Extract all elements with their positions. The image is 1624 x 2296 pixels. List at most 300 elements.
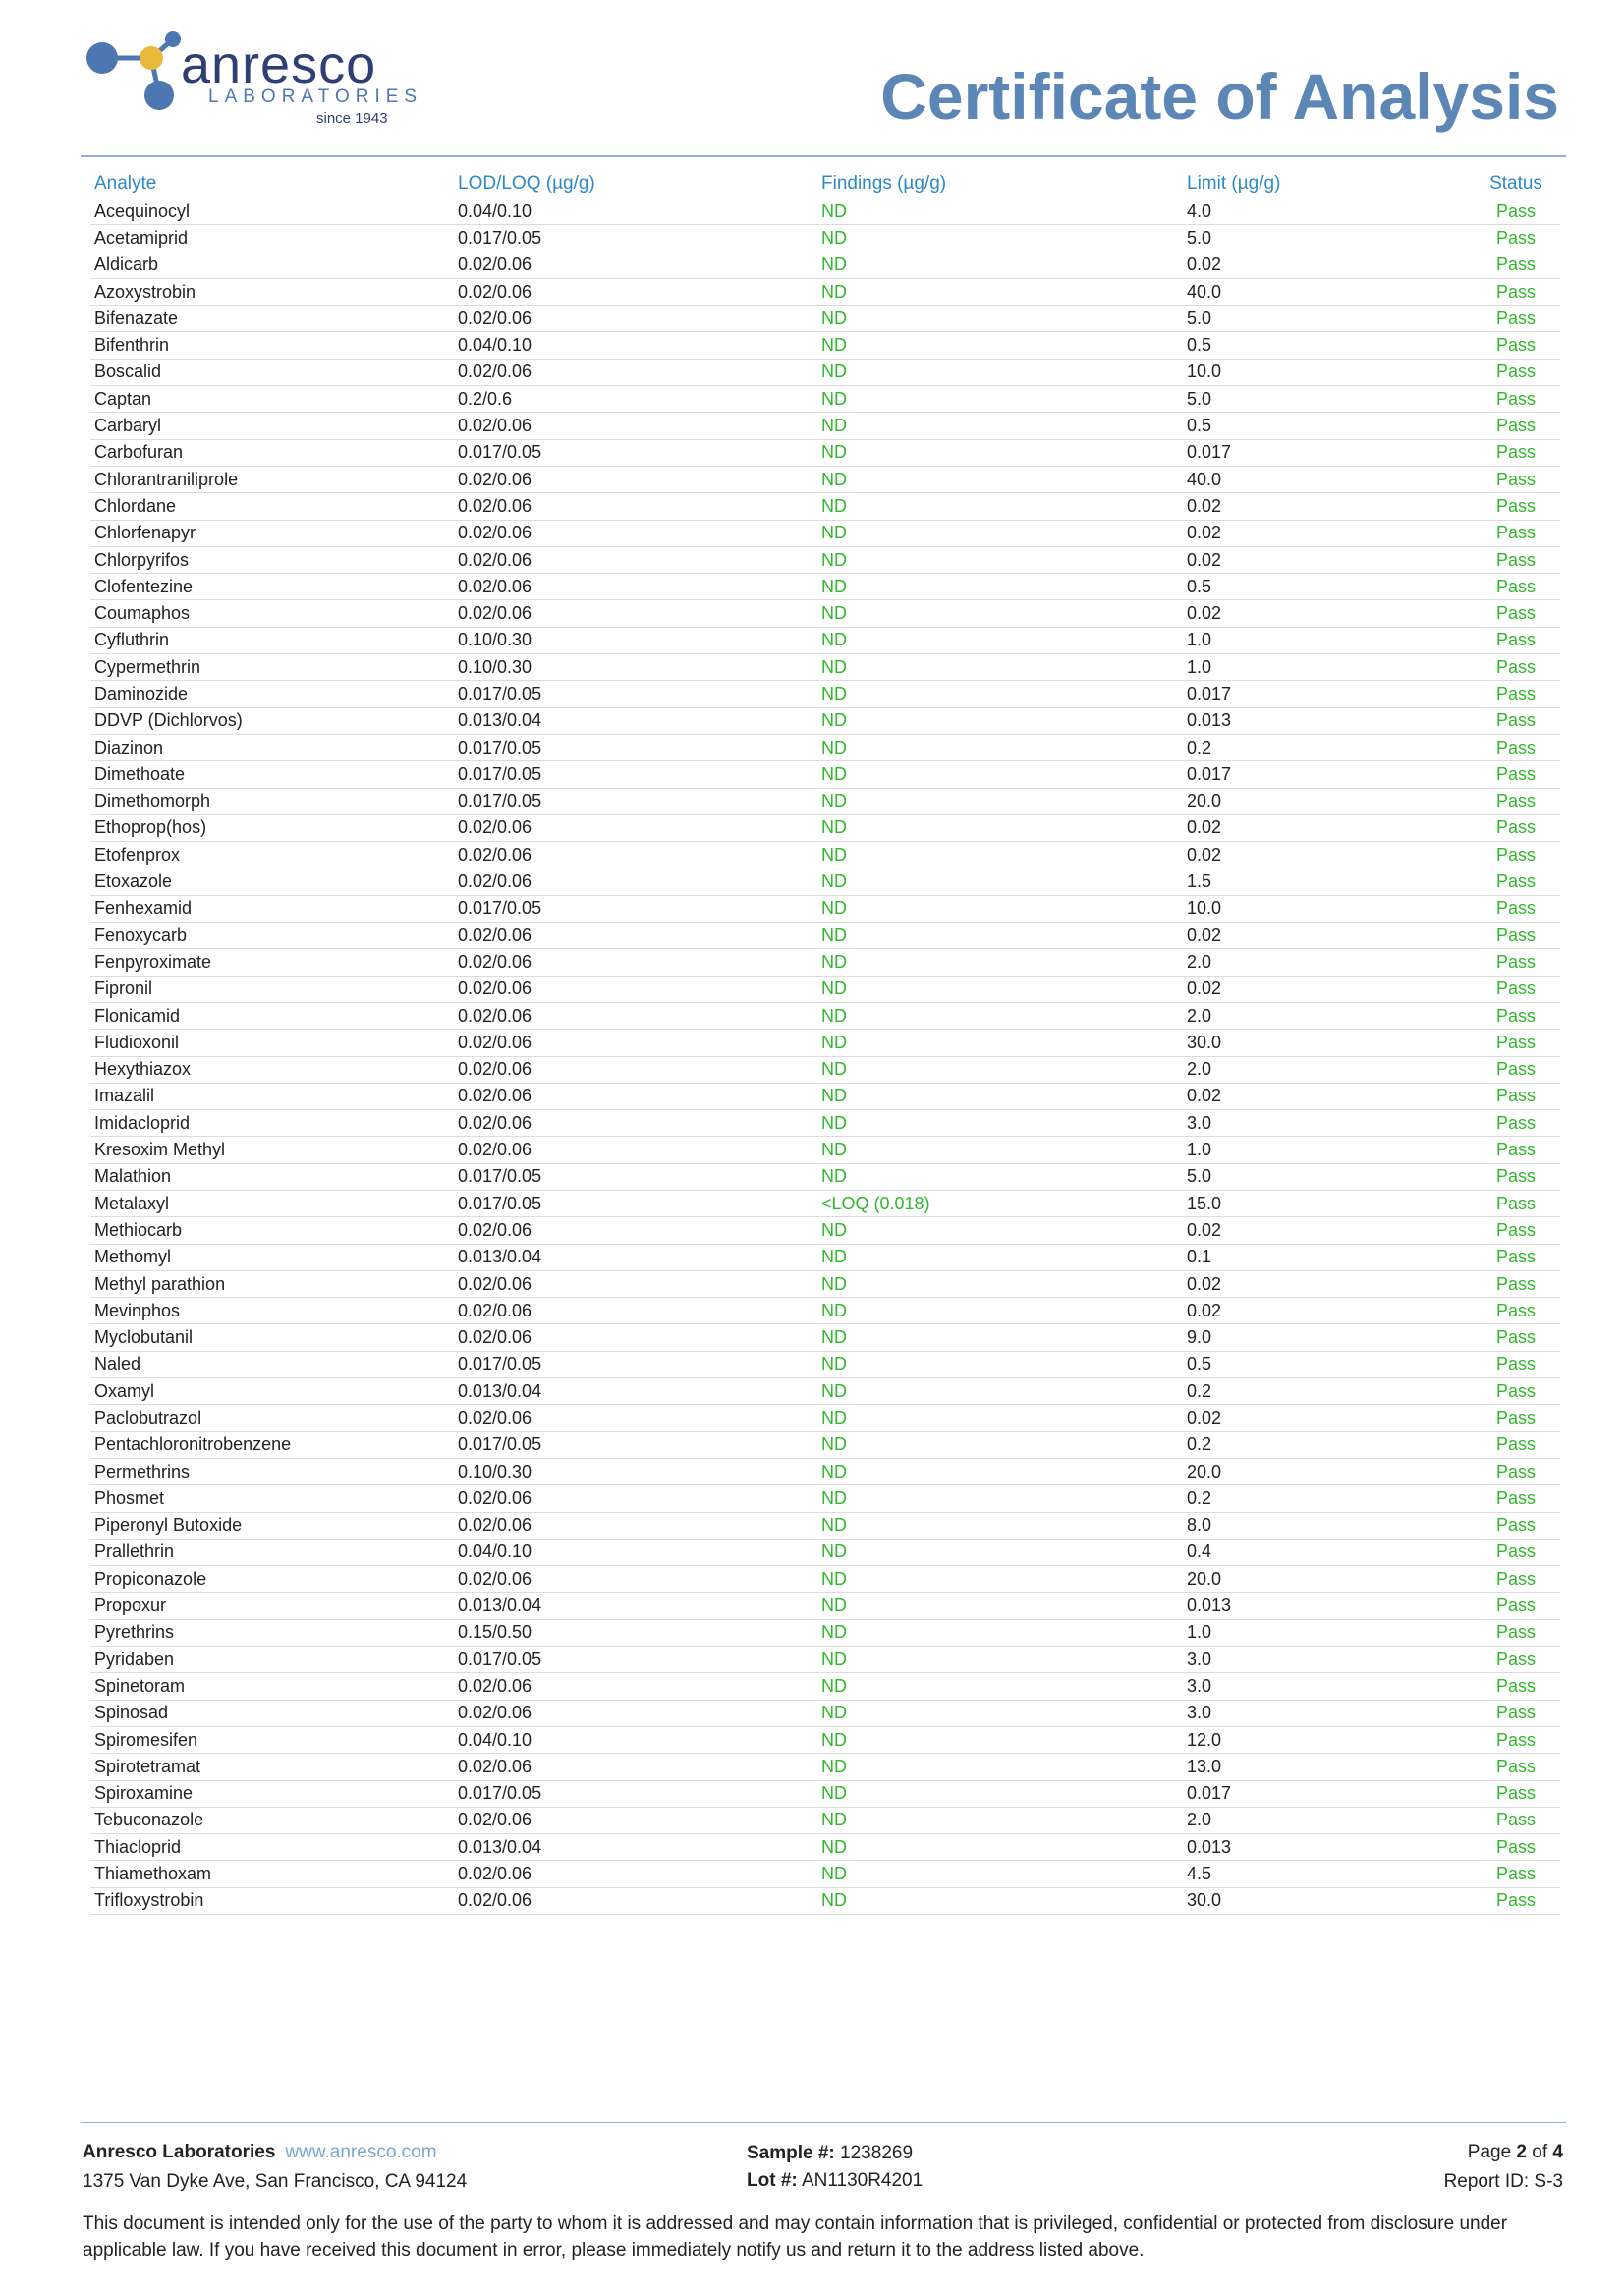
limit-cell: 13.0 <box>1183 1754 1472 1780</box>
table-row <box>90 1163 1560 1190</box>
analyte-cell: Pyrethrins <box>90 1619 454 1646</box>
lod-loq-cell: 0.2/0.6 <box>454 386 817 413</box>
limit-cell: 0.02 <box>1183 923 1472 949</box>
table-row <box>90 1754 1560 1780</box>
table-row <box>90 1780 1560 1807</box>
findings-cell: ND <box>817 546 1183 573</box>
analyte-cell: DDVP (Dichlorvos) <box>90 707 454 734</box>
page-word: Page <box>1467 2142 1512 2162</box>
limit-cell: 0.017 <box>1183 681 1472 707</box>
limit-cell: 2.0 <box>1183 1807 1472 1833</box>
analyte-cell: Metalaxyl <box>90 1190 454 1216</box>
findings-cell: ND <box>817 1780 1183 1807</box>
table-row <box>90 1512 1560 1539</box>
limit-cell: 0.02 <box>1183 842 1472 868</box>
table-row <box>90 359 1560 385</box>
analyte-cell: Aldicarb <box>90 252 454 278</box>
analyte-cell: Phosmet <box>90 1485 454 1512</box>
limit-cell: 5.0 <box>1183 386 1472 413</box>
lod-loq-cell: 0.013/0.04 <box>454 1834 817 1861</box>
table-row <box>90 225 1560 252</box>
table-row <box>90 788 1560 814</box>
lod-loq-cell: 0.02/0.06 <box>454 923 817 949</box>
status-cell: Pass <box>1472 814 1560 841</box>
limit-cell: 0.02 <box>1183 520 1472 546</box>
table-row <box>90 627 1560 653</box>
lod-loq-cell: 0.02/0.06 <box>454 359 817 385</box>
analyte-cell: Fludioxonil <box>90 1030 454 1056</box>
table-row <box>90 1539 1560 1565</box>
table-row <box>90 842 1560 868</box>
analyte-cell: Spinosad <box>90 1700 454 1726</box>
status-cell: Pass <box>1472 1351 1560 1377</box>
limit-cell: 0.02 <box>1183 1298 1472 1324</box>
findings-cell: ND <box>817 413 1183 439</box>
lod-loq-cell: 0.15/0.50 <box>454 1619 817 1646</box>
analyte-cell: Propiconazole <box>90 1566 454 1593</box>
footer-address: 1375 Van Dyke Ave, San Francisco, CA 94124 <box>83 2171 468 2192</box>
lod-loq-cell: 0.017/0.05 <box>454 1780 817 1807</box>
lod-loq-cell: 0.02/0.06 <box>454 1673 817 1700</box>
header-analyte: Analyte <box>94 173 157 194</box>
status-cell: Pass <box>1472 1405 1560 1431</box>
limit-cell: 2.0 <box>1183 949 1472 976</box>
analyte-cell: Spinetoram <box>90 1673 454 1700</box>
footer-company-name: Anresco Laboratories <box>83 2142 276 2162</box>
analyte-cell: Etoxazole <box>90 868 454 895</box>
status-cell: Pass <box>1472 359 1560 385</box>
table-row <box>90 198 1560 225</box>
lod-loq-cell: 0.017/0.05 <box>454 1431 817 1458</box>
analyte-cell: Pentachloronitrobenzene <box>90 1431 454 1458</box>
lod-loq-cell: 0.02/0.06 <box>454 1298 817 1324</box>
findings-cell: ND <box>817 1270 1183 1297</box>
status-cell: Pass <box>1472 1002 1560 1029</box>
lod-loq-cell: 0.02/0.06 <box>454 1887 817 1914</box>
table-row <box>90 654 1560 681</box>
analyte-cell: Piperonyl Butoxide <box>90 1512 454 1539</box>
lod-loq-cell: 0.013/0.04 <box>454 1378 817 1405</box>
status-cell: Pass <box>1472 1647 1560 1673</box>
lod-loq-cell: 0.02/0.06 <box>454 1217 817 1244</box>
status-cell: Pass <box>1472 895 1560 922</box>
analyte-cell: Kresoxim Methyl <box>90 1137 454 1163</box>
status-cell: Pass <box>1472 1378 1560 1405</box>
lod-loq-cell: 0.10/0.30 <box>454 654 817 681</box>
table-row <box>90 1056 1560 1083</box>
findings-cell: ND <box>817 1458 1183 1484</box>
lod-loq-cell: 0.02/0.06 <box>454 1807 817 1833</box>
status-cell: Pass <box>1472 466 1560 492</box>
status-cell: Pass <box>1472 1137 1560 1163</box>
lod-loq-cell: 0.02/0.06 <box>454 493 817 520</box>
limit-cell: 40.0 <box>1183 466 1472 492</box>
analyte-cell: Fipronil <box>90 976 454 1002</box>
lod-loq-cell: 0.02/0.06 <box>454 1405 817 1431</box>
analyte-cell: Prallethrin <box>90 1539 454 1565</box>
lod-loq-cell: 0.02/0.06 <box>454 1512 817 1539</box>
analyte-cell: Hexythiazox <box>90 1056 454 1083</box>
table-row <box>90 332 1560 359</box>
analyte-cell: Fenpyroximate <box>90 949 454 976</box>
findings-cell: ND <box>817 1163 1183 1190</box>
header-status: Status <box>1489 173 1542 194</box>
analyte-cell: Methyl parathion <box>90 1270 454 1297</box>
findings-cell: ND <box>817 1754 1183 1780</box>
findings-cell: ND <box>817 198 1183 225</box>
analyte-cell: Chlorfenapyr <box>90 520 454 546</box>
limit-cell: 5.0 <box>1183 1163 1472 1190</box>
lod-loq-cell: 0.02/0.06 <box>454 252 817 278</box>
status-cell: Pass <box>1472 306 1560 332</box>
status-cell: Pass <box>1472 493 1560 520</box>
lod-loq-cell: 0.10/0.30 <box>454 627 817 653</box>
lod-loq-cell: 0.04/0.10 <box>454 332 817 359</box>
lod-loq-cell: 0.02/0.06 <box>454 546 817 573</box>
limit-cell: 1.0 <box>1183 627 1472 653</box>
limit-cell: 0.02 <box>1183 1217 1472 1244</box>
analyte-cell: Malathion <box>90 1163 454 1190</box>
table-row <box>90 1270 1560 1297</box>
findings-cell: ND <box>817 1217 1183 1244</box>
status-cell: Pass <box>1472 546 1560 573</box>
page-total: 4 <box>1552 2142 1563 2162</box>
lod-loq-cell: 0.02/0.06 <box>454 1324 817 1351</box>
limit-cell: 5.0 <box>1183 306 1472 332</box>
table-row <box>90 1137 1560 1163</box>
lod-loq-cell: 0.02/0.06 <box>454 520 817 546</box>
status-cell: Pass <box>1472 1834 1560 1861</box>
table-row <box>90 707 1560 734</box>
lod-loq-cell: 0.017/0.05 <box>454 895 817 922</box>
findings-cell: ND <box>817 1378 1183 1405</box>
table-row <box>90 949 1560 976</box>
analyte-cell: Cyfluthrin <box>90 627 454 653</box>
lod-loq-cell: 0.02/0.06 <box>454 949 817 976</box>
logo-subtitle: LABORATORIES <box>208 86 423 107</box>
table-row <box>90 278 1560 305</box>
table-row <box>90 734 1560 760</box>
findings-cell: ND <box>817 734 1183 760</box>
lod-loq-cell: 0.02/0.06 <box>454 413 817 439</box>
limit-cell: 15.0 <box>1183 1190 1472 1216</box>
lod-loq-cell: 0.017/0.05 <box>454 1647 817 1673</box>
table-row <box>90 1083 1560 1109</box>
analyte-cell: Imazalil <box>90 1083 454 1109</box>
findings-cell: ND <box>817 1807 1183 1833</box>
status-cell: Pass <box>1472 1298 1560 1324</box>
status-cell: Pass <box>1472 1726 1560 1753</box>
findings-cell: ND <box>817 1431 1183 1458</box>
findings-cell: ND <box>817 1110 1183 1137</box>
analyte-cell: Permethrins <box>90 1458 454 1484</box>
lod-loq-cell: 0.017/0.05 <box>454 439 817 466</box>
limit-cell: 5.0 <box>1183 225 1472 252</box>
status-cell: Pass <box>1472 1539 1560 1565</box>
lod-loq-cell: 0.02/0.06 <box>454 842 817 868</box>
table-row <box>90 1861 1560 1887</box>
status-cell: Pass <box>1472 225 1560 252</box>
analyte-cell: Clofentezine <box>90 574 454 600</box>
sample-value: 1238269 <box>840 2143 914 2163</box>
table-row <box>90 1324 1560 1351</box>
limit-cell: 1.0 <box>1183 1619 1472 1646</box>
limit-cell: 20.0 <box>1183 1566 1472 1593</box>
analyte-cell: Dimethomorph <box>90 788 454 814</box>
header-divider <box>81 155 1566 157</box>
findings-cell: ND <box>817 976 1183 1002</box>
findings-cell: ND <box>817 1566 1183 1593</box>
status-cell: Pass <box>1472 600 1560 627</box>
company-logo <box>83 26 436 127</box>
status-cell: Pass <box>1472 949 1560 976</box>
limit-cell: 0.2 <box>1183 1378 1472 1405</box>
findings-cell: ND <box>817 1137 1183 1163</box>
limit-cell: 12.0 <box>1183 1726 1472 1753</box>
pesticide-results-table <box>90 169 1560 1915</box>
analyte-cell: Dimethoate <box>90 761 454 788</box>
limit-cell: 4.0 <box>1183 198 1472 225</box>
findings-cell: ND <box>817 707 1183 734</box>
limit-cell: 0.2 <box>1183 1485 1472 1512</box>
table-row <box>90 1700 1560 1726</box>
status-cell: Pass <box>1472 439 1560 466</box>
limit-cell: 40.0 <box>1183 278 1472 305</box>
status-cell: Pass <box>1472 1887 1560 1914</box>
lod-loq-cell: 0.02/0.06 <box>454 1270 817 1297</box>
analyte-cell: Coumaphos <box>90 600 454 627</box>
limit-cell: 3.0 <box>1183 1673 1472 1700</box>
status-cell: Pass <box>1472 1754 1560 1780</box>
limit-cell: 0.02 <box>1183 600 1472 627</box>
findings-cell: ND <box>817 1405 1183 1431</box>
analyte-cell: Etofenprox <box>90 842 454 868</box>
limit-cell: 10.0 <box>1183 359 1472 385</box>
header-findings: Findings (µg/g) <box>821 173 947 194</box>
status-cell: Pass <box>1472 278 1560 305</box>
lod-loq-cell: 0.013/0.04 <box>454 707 817 734</box>
page-of: of <box>1532 2142 1548 2162</box>
findings-cell: ND <box>817 439 1183 466</box>
lod-loq-cell: 0.02/0.06 <box>454 1861 817 1887</box>
analyte-cell: Spiromesifen <box>90 1726 454 1753</box>
table-row <box>90 574 1560 600</box>
findings-cell: ND <box>817 225 1183 252</box>
table-row <box>90 1405 1560 1431</box>
findings-cell: ND <box>817 1298 1183 1324</box>
status-cell: Pass <box>1472 1110 1560 1137</box>
limit-cell: 0.02 <box>1183 814 1472 841</box>
logo-since: since 1943 <box>316 110 388 127</box>
table-row <box>90 1378 1560 1405</box>
findings-cell: ND <box>817 842 1183 868</box>
status-cell: Pass <box>1472 1083 1560 1109</box>
findings-cell: ND <box>817 814 1183 841</box>
limit-cell: 0.013 <box>1183 707 1472 734</box>
limit-cell: 0.5 <box>1183 574 1472 600</box>
analyte-cell: Carbaryl <box>90 413 454 439</box>
status-cell: Pass <box>1472 1512 1560 1539</box>
analyte-cell: Fenhexamid <box>90 895 454 922</box>
footer-divider <box>81 2122 1566 2123</box>
findings-cell: ND <box>817 1673 1183 1700</box>
table-row <box>90 1190 1560 1216</box>
analyte-cell: Trifloxystrobin <box>90 1887 454 1914</box>
footer-website-link[interactable]: www.anresco.com <box>285 2142 437 2162</box>
table-row <box>90 413 1560 439</box>
analyte-cell: Ethoprop(hos) <box>90 814 454 841</box>
status-cell: Pass <box>1472 1780 1560 1807</box>
lod-loq-cell: 0.017/0.05 <box>454 225 817 252</box>
status-cell: Pass <box>1472 520 1560 546</box>
status-cell: Pass <box>1472 332 1560 359</box>
lod-loq-cell: 0.02/0.06 <box>454 466 817 492</box>
table-row <box>90 761 1560 788</box>
analyte-cell: Oxamyl <box>90 1378 454 1405</box>
analyte-cell: Chlordane <box>90 493 454 520</box>
table-row <box>90 1726 1560 1753</box>
findings-cell: ND <box>817 1887 1183 1914</box>
findings-cell: ND <box>817 1351 1183 1377</box>
table-row <box>90 1351 1560 1377</box>
findings-cell: ND <box>817 1324 1183 1351</box>
findings-cell: ND <box>817 788 1183 814</box>
findings-cell: ND <box>817 1619 1183 1646</box>
findings-cell: ND <box>817 493 1183 520</box>
analyte-cell: Methiocarb <box>90 1217 454 1244</box>
limit-cell: 30.0 <box>1183 1887 1472 1914</box>
limit-cell: 30.0 <box>1183 1030 1472 1056</box>
lod-loq-cell: 0.02/0.06 <box>454 868 817 895</box>
analyte-cell: Fenoxycarb <box>90 923 454 949</box>
analyte-cell: Daminozide <box>90 681 454 707</box>
status-cell: Pass <box>1472 1700 1560 1726</box>
table-row <box>90 1217 1560 1244</box>
limit-cell: 0.02 <box>1183 493 1472 520</box>
status-cell: Pass <box>1472 1030 1560 1056</box>
lod-loq-cell: 0.017/0.05 <box>454 761 817 788</box>
findings-cell: ND <box>817 1539 1183 1565</box>
status-cell: Pass <box>1472 923 1560 949</box>
status-cell: Pass <box>1472 1485 1560 1512</box>
limit-cell: 3.0 <box>1183 1700 1472 1726</box>
lod-loq-cell: 0.013/0.04 <box>454 1244 817 1270</box>
limit-cell: 0.02 <box>1183 1405 1472 1431</box>
findings-cell: ND <box>817 868 1183 895</box>
table-row <box>90 895 1560 922</box>
analyte-cell: Acequinocyl <box>90 198 454 225</box>
limit-cell: 9.0 <box>1183 1324 1472 1351</box>
limit-cell: 2.0 <box>1183 1002 1472 1029</box>
lod-loq-cell: 0.017/0.05 <box>454 1351 817 1377</box>
limit-cell: 0.1 <box>1183 1244 1472 1270</box>
findings-cell: ND <box>817 1834 1183 1861</box>
lod-loq-cell: 0.10/0.30 <box>454 1458 817 1484</box>
table-row <box>90 1485 1560 1512</box>
status-cell: Pass <box>1472 1619 1560 1646</box>
lod-loq-cell: 0.04/0.10 <box>454 1539 817 1565</box>
findings-cell: ND <box>817 761 1183 788</box>
limit-cell: 4.5 <box>1183 1861 1472 1887</box>
status-cell: Pass <box>1472 761 1560 788</box>
table-row <box>90 923 1560 949</box>
lod-loq-cell: 0.02/0.06 <box>454 600 817 627</box>
table-row <box>90 520 1560 546</box>
findings-cell: ND <box>817 306 1183 332</box>
findings-cell: ND <box>817 386 1183 413</box>
limit-cell: 10.0 <box>1183 895 1472 922</box>
table-row <box>90 976 1560 1002</box>
lot-value: AN1130R4201 <box>801 2170 924 2191</box>
analyte-cell: Acetamiprid <box>90 225 454 252</box>
limit-cell: 0.2 <box>1183 734 1472 760</box>
status-cell: Pass <box>1472 1217 1560 1244</box>
findings-cell: ND <box>817 1485 1183 1512</box>
table-row <box>90 1593 1560 1619</box>
lod-loq-cell: 0.04/0.10 <box>454 198 817 225</box>
lod-loq-cell: 0.017/0.05 <box>454 788 817 814</box>
status-cell: Pass <box>1472 1861 1560 1887</box>
limit-cell: 20.0 <box>1183 788 1472 814</box>
table-row <box>90 1834 1560 1861</box>
status-cell: Pass <box>1472 1163 1560 1190</box>
lod-loq-cell: 0.017/0.05 <box>454 1190 817 1216</box>
table-row <box>90 306 1560 332</box>
status-cell: Pass <box>1472 1270 1560 1297</box>
status-cell: Pass <box>1472 627 1560 653</box>
limit-cell: 0.4 <box>1183 1539 1472 1565</box>
table-row <box>90 386 1560 413</box>
molecule-logo-mark <box>83 26 191 114</box>
findings-cell: ND <box>817 1593 1183 1619</box>
analyte-cell: Spiroxamine <box>90 1780 454 1807</box>
table-row <box>90 600 1560 627</box>
analyte-cell: Pyridaben <box>90 1647 454 1673</box>
table-body <box>90 198 1560 1915</box>
findings-cell: ND <box>817 574 1183 600</box>
table-row <box>90 1807 1560 1833</box>
limit-cell: 0.017 <box>1183 1780 1472 1807</box>
limit-cell: 0.5 <box>1183 332 1472 359</box>
findings-cell: ND <box>817 252 1183 278</box>
limit-cell: 0.017 <box>1183 761 1472 788</box>
table-row <box>90 1002 1560 1029</box>
limit-cell: 0.5 <box>1183 413 1472 439</box>
status-cell: Pass <box>1472 868 1560 895</box>
lod-loq-cell: 0.02/0.06 <box>454 574 817 600</box>
table-row <box>90 493 1560 520</box>
status-cell: Pass <box>1472 1244 1560 1270</box>
header-lod-loq: LOD/LOQ (µg/g) <box>458 173 595 194</box>
status-cell: Pass <box>1472 681 1560 707</box>
table-row <box>90 1431 1560 1458</box>
table-row <box>90 1110 1560 1137</box>
limit-cell: 1.5 <box>1183 868 1472 895</box>
lod-loq-cell: 0.02/0.06 <box>454 976 817 1002</box>
lot-label: Lot #: <box>747 2170 798 2191</box>
table-row <box>90 1458 1560 1484</box>
findings-cell: ND <box>817 1700 1183 1726</box>
status-cell: Pass <box>1472 252 1560 278</box>
status-cell: Pass <box>1472 1673 1560 1700</box>
status-cell: Pass <box>1472 198 1560 225</box>
limit-cell: 3.0 <box>1183 1647 1472 1673</box>
status-cell: Pass <box>1472 707 1560 734</box>
limit-cell: 0.02 <box>1183 976 1472 1002</box>
table-row <box>90 681 1560 707</box>
findings-cell: ND <box>817 681 1183 707</box>
table-row <box>90 252 1560 278</box>
